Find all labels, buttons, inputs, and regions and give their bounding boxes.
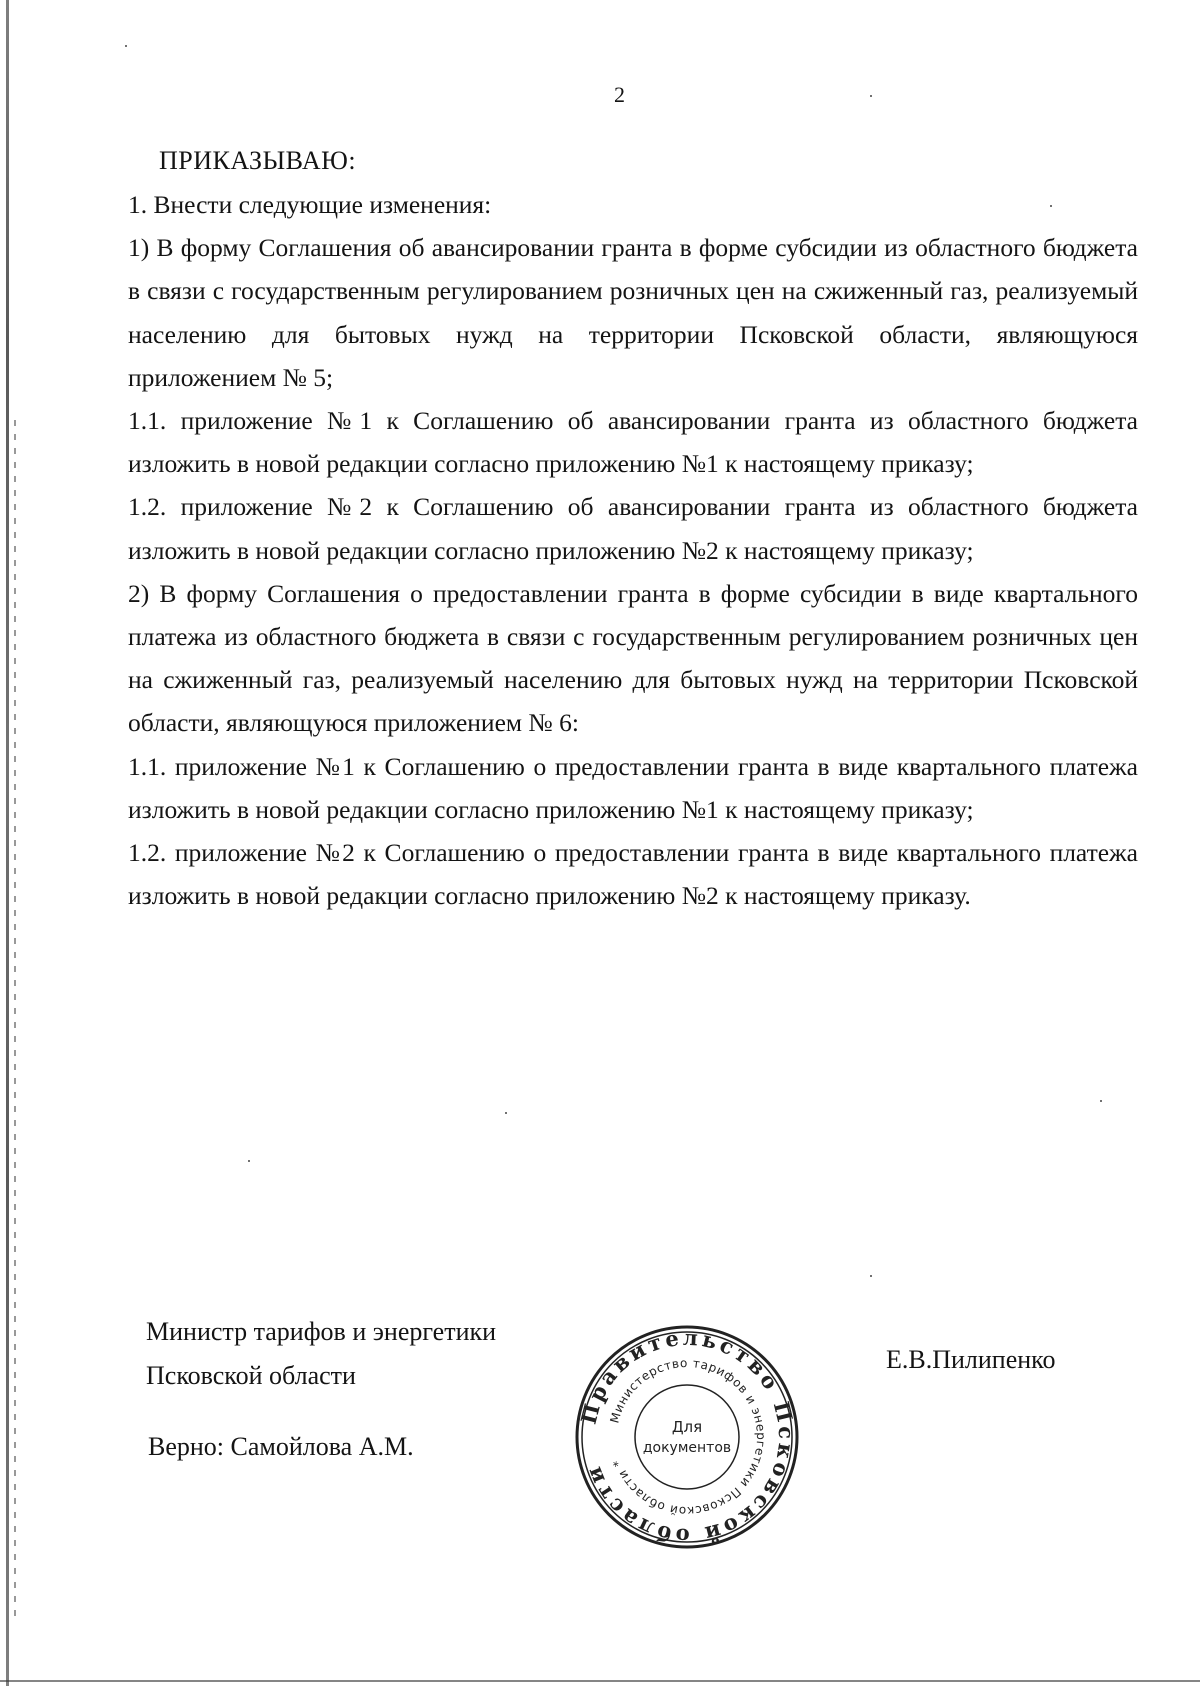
verified-by: Верно: Самойлова А.М.	[148, 1432, 414, 1461]
scan-speck	[248, 1160, 250, 1162]
paragraph-item-2-1-2: 1.2. приложение №2 к Соглашению о предоставлении гранта в виде квартального платежа изложить в новой редакции согласно приложению №2 к настоящему приказу.	[128, 838, 1138, 911]
official-seal	[572, 1322, 802, 1552]
paragraph-item-1-2: 1.2. приложение №2 к Соглашению об авансировании гранта из областного бюджета изложить в новой редакции согласно приложению №2 к настоящему приказу;	[128, 492, 1138, 565]
signer-position-line-1: Министр тарифов и энергетики	[146, 1317, 497, 1346]
paragraph-item-2-1-1: 1.1. приложение №1 к Соглашению о предоставлении гранта в виде квартального платежа изложить в новой редакции согласно приложению №1 к настоящему приказу;	[128, 751, 1138, 824]
scan-bottom-edge	[0, 1680, 1200, 1682]
scan-speck	[870, 1275, 872, 1277]
paragraph-item-1-1: 1.1. приложение №1 к Соглашению об авансировании гранта из областного бюджета изложить в новой редакции согласно приложению №1 к настоящему приказу;	[128, 406, 1138, 479]
signer-name: Е.В.Пилипенко	[886, 1345, 1056, 1374]
seal-center-line-1: Для	[671, 1418, 703, 1436]
seal-outer-text: Правительство Псковской области	[575, 1324, 800, 1550]
scan-speck	[870, 95, 872, 97]
order-heading: ПРИКАЗЫВАЮ:	[159, 146, 357, 175]
scan-speck	[505, 1112, 507, 1114]
paragraph-changes-intro: 1. Внести следующие изменения:	[128, 190, 492, 219]
paragraph-item-2: 2) В форму Соглашения о предоставлении гранта в форме субсидии в виде квартального платежа из областного бюджета в связи с государственным регулированием розничных цен на сжиженный газ, реализуемый населению для бытовых нужд на территории Псковской области, являющуюся приложением № 6:	[128, 578, 1138, 738]
page-number: 2	[614, 82, 625, 107]
scan-speck	[1100, 1100, 1102, 1102]
seal-inner-ring	[635, 1385, 739, 1489]
scan-edge-marks	[14, 420, 16, 1620]
seal-graphic	[572, 1322, 802, 1552]
order-body	[128, 183, 1138, 917]
scan-edge	[6, 0, 9, 1686]
signer-position	[146, 1310, 496, 1398]
scan-speck	[125, 45, 127, 47]
signer-position-line-2: Псковской области	[146, 1361, 356, 1390]
scan-speck	[1050, 205, 1052, 207]
seal-inner-text: Министерство тарифов и энергетики Псковской области *	[607, 1355, 769, 1519]
paragraph-item-1: 1) В форму Соглашения об авансировании гранта в форме субсидии из областного бюджета в связи с государственным регулированием розничных цен на сжиженный газ, реализуемый населению для бытовых нужд на территории Псковской области, являющуюся приложением № 5;	[128, 233, 1138, 392]
seal-center-line-2: документов	[642, 1440, 732, 1456]
